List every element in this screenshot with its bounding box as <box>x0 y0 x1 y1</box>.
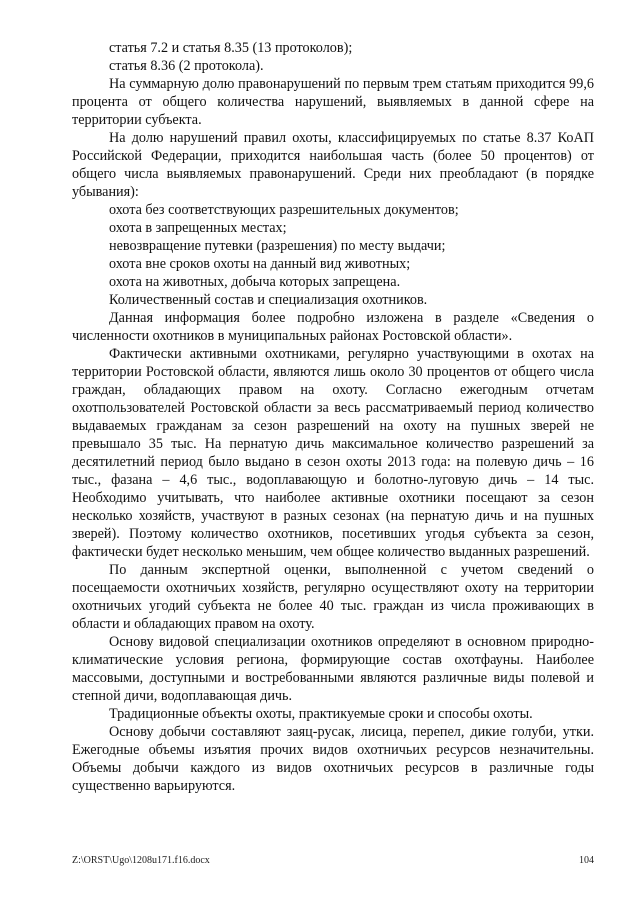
paragraph: Фактически активными охотниками, регулярно участвующими в охотах на территории Ростовской области, являются лишь около 30 процентов от общего числа граждан, обладающих правом на охоту. Согласно ежегодным отчетам охотпользователей Ростовской области за весь рассматриваемый период количество выдаваемых гражданам за сезон разрешений на охоту на пушных зверей не превышало 35 тыс. На пернатую дичь максимальное количество разрешений за десятилетний период было выдано в сезон охоты 2013 года: на полевую дичь – 16 тыс., фазана – 4,6 тыс., водоплавающую и болотно-луговую дичь – 14 тыс. Необходимо учитывать, что наиболее активные охотники посещают за сезон несколько хозяйств, участвуют в разных сезонах (на пернатую дичь и на пушных зверей). Поэтому количество охотников, посетивших угодья субъекта за сезон, фактически будет несколько меньшим, чем общее количество выданных разрешений. <box>72 346 594 560</box>
list-item: статья 8.36 (2 протокола). <box>109 58 264 74</box>
list-item: охота без соответствующих разрешительных документов; <box>109 202 459 218</box>
list-item: невозвращение путевки (разрешения) по месту выдачи; <box>109 238 446 254</box>
paragraph: Данная информация более подробно изложена в разделе «Сведения о численности охотников в муниципальных районах Ростовской области». <box>72 310 594 344</box>
list-item: статья 7.2 и статья 8.35 (13 протоколов); <box>109 40 353 56</box>
document-body <box>72 39 594 795</box>
list-item: охота вне сроков охоты на данный вид животных; <box>109 256 411 272</box>
paragraph: Основу видовой специализации охотников определяют в основном природно-климатические условия региона, формирующие состав охотфауны. Наиболее массовыми, доступными и востребованными являются различные виды полевой и степной дичи, водоплавающая дичь. <box>72 634 594 704</box>
list-item: Традиционные объекты охоты, практикуемые сроки и способы охоты. <box>109 706 533 722</box>
page-number: 104 <box>579 855 594 866</box>
list-item: охота в запрещенных местах; <box>109 220 287 236</box>
paragraph: На суммарную долю правонарушений по первым трем статьям приходится 99,6 процента от общего количества нарушений, выявляемых в данной сфере на территории субъекта. <box>72 76 594 128</box>
list-item: Количественный состав и специализация охотников. <box>109 292 428 308</box>
paragraph: На долю нарушений правил охоты, классифицируемых по статье 8.37 КоАП Российской Федерации, приходится наибольшая часть (более 50 процентов) от общего числа выявляемых правонарушений. Среди них преобладают (в порядке убывания): <box>72 130 594 200</box>
list-item: охота на животных, добыча которых запрещена. <box>109 274 401 290</box>
footer-file-path: Z:\ORST\Ugo\1208u171.f16.docx <box>72 855 210 866</box>
paragraph: По данным экспертной оценки, выполненной с учетом сведений о посещаемости охотничьих хозяйств, регулярно осуществляют охоту на территории охотничьих угодий субъекта не более 40 тыс. граждан из числа проживающих в области и обладающих правом на охоту. <box>72 562 594 632</box>
paragraph: Основу добычи составляют заяц-русак, лисица, перепел, дикие голуби, утки. Ежегодные объемы изъятия прочих видов охотничьих ресурсов незначительны. Объемы добычи каждого из видов охотничьих ресурсов в различные годы существенно варьируются. <box>72 724 594 794</box>
